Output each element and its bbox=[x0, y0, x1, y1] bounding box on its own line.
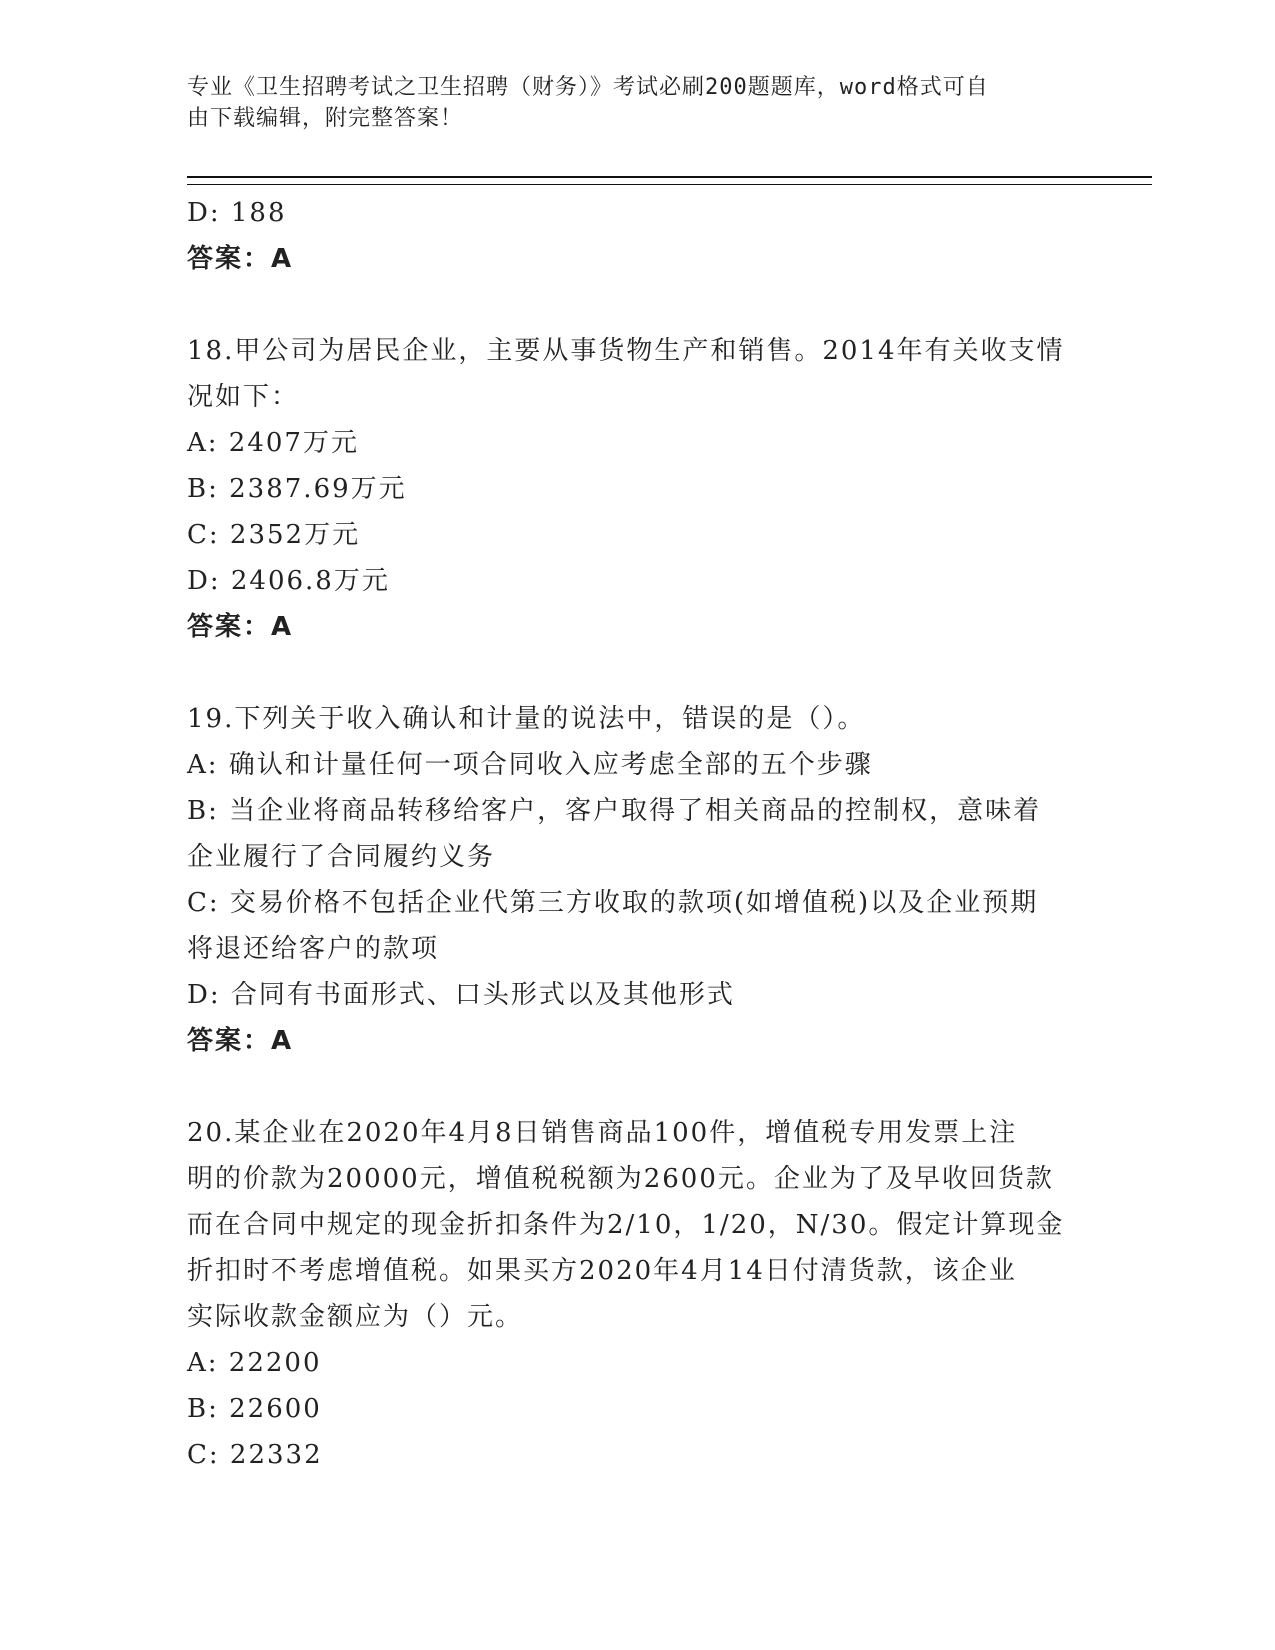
q19-option-d: D: 合同有书面形式、口头形式以及其他形式 bbox=[187, 980, 735, 1010]
q18-option-c: C: 2352万元 bbox=[187, 520, 361, 550]
section-gap bbox=[187, 1064, 1077, 1110]
q20-stem-line-1: 20.某企业在2020年4月8日销售商品100件，增值税专用发票上注 bbox=[187, 1118, 1018, 1148]
q19-option-b-line-1: B: 当企业将商品转移给客户，客户取得了相关商品的控制权，意味着 bbox=[187, 796, 1042, 826]
document-header bbox=[187, 72, 1067, 134]
q19-stem: 19.下列关于收入确认和计量的说法中，错误的是（）。 bbox=[187, 704, 866, 734]
q18-answer: 答案：A bbox=[187, 612, 294, 642]
q20-stem-line-3: 而在合同中规定的现金折扣条件为2/10，1/20，N/30。假定计算现金 bbox=[187, 1210, 1065, 1240]
q20-option-b: B: 22600 bbox=[187, 1394, 322, 1424]
header-line-2: 由下载编辑，附完整答案！ bbox=[187, 106, 464, 131]
q19-option-a: A: 确认和计量任何一项合同收入应考虑全部的五个步骤 bbox=[187, 750, 873, 780]
q20-option-c: C: 22332 bbox=[187, 1440, 323, 1470]
document-content bbox=[187, 190, 1077, 1478]
q20-option-a: A: 22200 bbox=[187, 1348, 322, 1378]
section-gap bbox=[187, 282, 1077, 328]
q20-stem-line-5: 实际收款金额应为（）元。 bbox=[187, 1302, 524, 1332]
q18-stem-line-1: 18.甲公司为居民企业，主要从事货物生产和销售。2014年有关收支情 bbox=[187, 336, 1065, 366]
q19-answer: 答案：A bbox=[187, 1026, 294, 1056]
q17-option-d: D: 188 bbox=[187, 198, 287, 228]
q19-option-c-line-2: 将退还给客户的款项 bbox=[187, 934, 440, 964]
q18-option-b: B: 2387.69万元 bbox=[187, 474, 407, 504]
section-gap bbox=[187, 650, 1077, 696]
q19-option-c-line-1: C: 交易价格不包括企业代第三方收取的款项(如增值税)以及企业预期 bbox=[187, 888, 1039, 918]
header-line-1: 专业《卫生招聘考试之卫生招聘（财务）》考试必刷200题题库，word格式可自 bbox=[187, 75, 989, 100]
q18-stem-line-2: 况如下： bbox=[187, 382, 300, 412]
header-divider bbox=[187, 176, 1152, 185]
q18-option-a: A: 2407万元 bbox=[187, 428, 359, 458]
q17-answer: 答案：A bbox=[187, 244, 294, 274]
q20-stem-line-4: 折扣时不考虑增值税。如果买方2020年4月14日付清货款，该企业 bbox=[187, 1256, 1017, 1286]
q19-option-b-line-2: 企业履行了合同履约义务 bbox=[187, 842, 496, 872]
q18-option-d: D: 2406.8万元 bbox=[187, 566, 390, 596]
q20-stem-line-2: 明的价款为20000元，增值税税额为2600元。企业为了及早收回货款 bbox=[187, 1164, 1054, 1194]
